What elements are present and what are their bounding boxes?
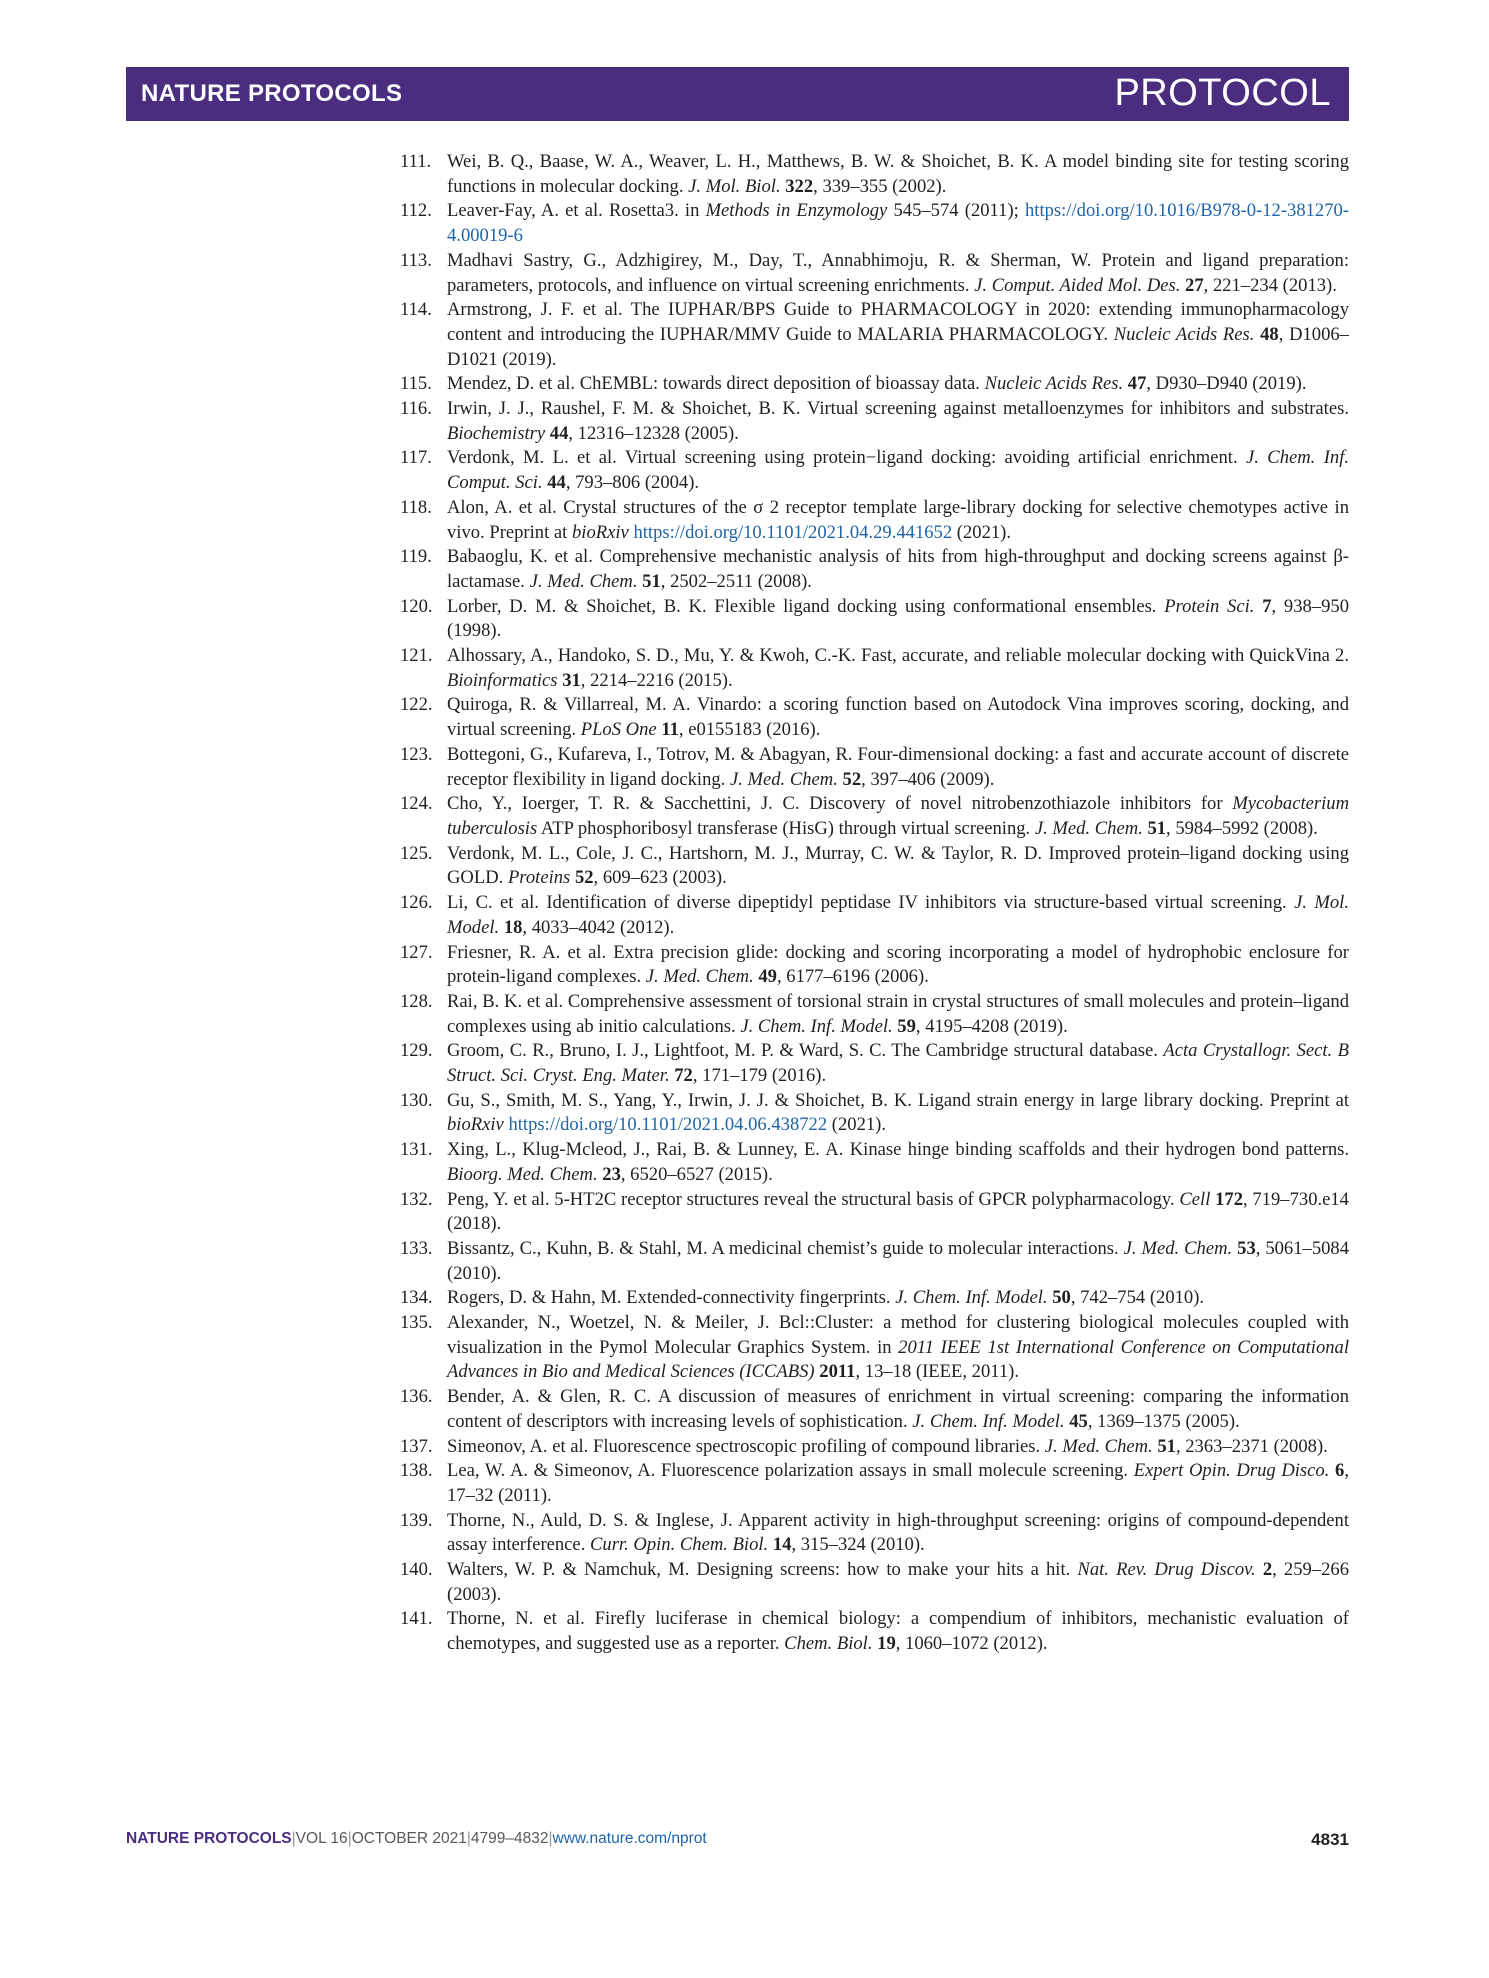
reference-segment: Xing, L., Klug-Mcleod, J., Rai, B. & Lunney, E. A. Kinase hinge binding scaffolds and their hydrogen bond patterns. <box>447 1139 1349 1161</box>
reference-text <box>447 1510 1349 1556</box>
reference-volume: 27 <box>1185 274 1204 296</box>
reference-text <box>447 151 1349 197</box>
reference-volume: 18 <box>503 916 523 938</box>
reference-segment: Lea, W. A. & Simeonov, A. Fluorescence polarization assays in small molecule screening. <box>447 1460 1134 1482</box>
reference-item <box>400 1237 1349 1286</box>
reference-volume: 49 <box>758 966 777 988</box>
reference-number: 137. <box>400 1435 433 1457</box>
reference-volume: 72 <box>674 1065 693 1087</box>
reference-journal-or-title: J. Chem. Inf. Model. <box>912 1410 1065 1432</box>
reference-segment: Simeonov, A. et al. Fluorescence spectroscopic profiling of compound libraries. <box>447 1435 1045 1457</box>
reference-item <box>400 743 1349 792</box>
reference-segment: Verdonk, M. L. et al. Virtual screening using protein−ligand docking: avoiding artificial enrichment. <box>447 447 1247 469</box>
reference-segment: , 938–950 (1998). <box>447 595 1349 642</box>
reference-item <box>400 1286 1349 1311</box>
reference-volume: 47 <box>1127 373 1147 395</box>
reference-doi-link[interactable]: https://doi.org/10.1101/2021.04.06.438722 <box>508 1114 828 1136</box>
reference-item <box>400 1138 1349 1187</box>
reference-number: 127. <box>400 941 433 963</box>
reference-volume: 14 <box>772 1534 792 1556</box>
reference-number: 116. <box>400 398 432 420</box>
reference-segment: Rogers, D. & Hahn, M. Extended-connectivity fingerprints. <box>447 1287 896 1309</box>
reference-item <box>400 1459 1349 1508</box>
reference-item <box>400 545 1349 594</box>
reference-item <box>400 595 1349 644</box>
footer-volume: VOL 16 <box>295 1830 348 1847</box>
reference-segment: Li, C. et al. Identification of diverse dipeptidyl peptidase IV inhibitors via structure-based virtual screening. <box>447 892 1295 914</box>
reference-text <box>447 843 1349 889</box>
reference-item <box>400 693 1349 742</box>
reference-segment: Babaoglu, K. et al. Comprehensive mechanistic analysis of hits from high-throughput and docking screens against β-lactamase. <box>447 546 1349 592</box>
reference-text <box>447 1608 1349 1654</box>
reference-journal-or-title: J. Med. Chem. <box>1123 1237 1233 1259</box>
reference-number: 120. <box>400 595 433 617</box>
reference-text <box>447 250 1349 296</box>
reference-volume: 23 <box>602 1163 621 1185</box>
reference-item <box>400 249 1349 298</box>
reference-text <box>447 1139 1349 1185</box>
reference-volume: 2011 <box>819 1361 856 1383</box>
footer-page-range: 4799–4832 <box>470 1830 549 1847</box>
reference-text <box>447 744 1349 790</box>
reference-number: 121. <box>400 645 433 667</box>
reference-doi-link[interactable]: https://doi.org/10.1101/2021.04.29.441652 <box>633 521 953 543</box>
reference-text <box>447 793 1349 839</box>
reference-segment: Irwin, J. J., Raushel, F. M. & Shoichet, B. K. Virtual screening against metalloenzymes for inhibitors and substrates. <box>447 398 1349 420</box>
reference-journal-or-title: Protein Sci. <box>1164 595 1255 617</box>
reference-text <box>447 546 1349 592</box>
reference-journal-or-title: J. Mol. Biol. <box>688 175 781 197</box>
footer-citation <box>126 1830 707 1848</box>
reference-number: 126. <box>400 892 433 914</box>
footer-separator: | <box>291 1830 296 1847</box>
reference-volume: 172 <box>1215 1188 1244 1210</box>
reference-text <box>447 1312 1349 1382</box>
reference-journal-or-title: J. Med. Chem. <box>529 570 638 592</box>
reference-number: 135. <box>400 1312 433 1334</box>
reference-segment: Walters, W. P. & Namchuk, M. Designing screens: how to make your hits a hit. <box>447 1559 1078 1581</box>
reference-number: 141. <box>400 1608 433 1630</box>
reference-journal-or-title: J. Chem. Inf. Model. <box>895 1287 1048 1309</box>
reference-journal-or-title: J. Med. Chem. <box>645 966 754 988</box>
reference-volume: 51 <box>642 570 661 592</box>
reference-journal-or-title: Methods in Enzymology <box>705 200 888 222</box>
reference-segment <box>1256 1559 1263 1580</box>
reference-segment: , 4195–4208 (2019). <box>915 1015 1068 1037</box>
reference-segment: , D1006–D1021 (2019). <box>447 323 1349 370</box>
reference-text <box>447 299 1349 369</box>
reference-text <box>447 1238 1349 1284</box>
reference-text <box>447 1287 1204 1308</box>
reference-number: 130. <box>400 1089 433 1111</box>
reference-volume: 11 <box>661 719 679 741</box>
reference-segment: Quiroga, R. & Villarreal, M. A. Vinardo: a scoring function based on Autodock Vina improves scoring, docking, and virtual screening. <box>447 694 1349 741</box>
reference-item <box>400 990 1349 1039</box>
reference-doi-link[interactable]: https://doi.org/10.1016/B978-0-12-381270-4.00019-6 <box>447 200 1349 247</box>
reference-volume: 53 <box>1237 1237 1256 1259</box>
reference-number: 134. <box>400 1287 433 1309</box>
reference-segment: Groom, C. R., Bruno, I. J., Lightfoot, M. P. & Ward, S. C. The Cambridge structural database. <box>447 1040 1164 1062</box>
reference-segment: , 221–234 (2013). <box>1203 274 1337 296</box>
reference-segment: , 742–754 (2010). <box>1070 1287 1205 1309</box>
reference-item <box>400 941 1349 990</box>
reference-list <box>400 150 1349 1657</box>
reference-segment: , 5061–5084 (2010). <box>447 1237 1350 1284</box>
reference-segment: ATP phosphoribosyl transferase (HisG) through virtual screening. <box>537 817 1035 839</box>
reference-segment: , 2214–2216 (2015). <box>580 669 733 691</box>
reference-journal-or-title: J. Med. Chem. <box>1044 1435 1153 1457</box>
reference-segment: Thorne, N., Auld, D. S. & Inglese, J. Apparent activity in high-throughput screening: origins of compound-dependent assay interference. <box>447 1509 1349 1556</box>
reference-volume: 44 <box>547 472 566 494</box>
reference-number: 125. <box>400 842 433 864</box>
article-type-label: PROTOCOL <box>1114 72 1331 114</box>
reference-text <box>447 942 1349 988</box>
reference-item <box>400 891 1349 940</box>
reference-item <box>400 1311 1349 1385</box>
reference-segment: Alhossary, A., Handoko, S. D., Mu, Y. & Kwoh, C.-K. Fast, accurate, and reliable molecular docking with QuickVina 2. <box>447 645 1349 667</box>
reference-segment: Mendez, D. et al. ChEMBL: towards direct deposition of bioassay data. <box>447 373 985 395</box>
reference-journal-or-title: Chem. Biol. <box>784 1633 873 1655</box>
reference-text <box>447 645 1349 691</box>
reference-number: 123. <box>400 743 433 765</box>
reference-segment: Bottegoni, G., Kufareva, I., Totrov, M. & Abagyan, R. Four-dimensional docking: a fast and accurate account of discrete receptor flexibility in ligand docking. <box>447 743 1349 790</box>
reference-journal-or-title: J. Chem. Inf. Model. <box>740 1015 893 1037</box>
reference-number: 117. <box>400 447 432 469</box>
reference-number: 128. <box>400 990 433 1012</box>
reference-segment: Alon, A. et al. Crystal structures of the σ 2 receptor template large-library docking for selective chemotypes active in vivo. Preprint at <box>447 496 1349 543</box>
reference-text <box>447 1090 1349 1136</box>
reference-item <box>400 1607 1349 1656</box>
reference-journal-or-title: 2011 IEEE 1st International Conference on Computational Advances in Bio and Medical Sciences (ICCABS) <box>447 1336 1350 1383</box>
reference-segment: , 1369–1375 (2005). <box>1087 1410 1240 1432</box>
reference-volume: 51 <box>1147 817 1167 839</box>
reference-volume: 19 <box>877 1633 896 1655</box>
reference-segment: Wei, B. Q., Baase, W. A., Weaver, L. H., Matthews, B. W. & Shoichet, B. K. A model binding site for testing scoring functions in molecular docking. <box>447 151 1349 197</box>
reference-journal-or-title: Nat. Rev. Drug Discov. <box>1077 1559 1256 1581</box>
reference-volume: 51 <box>1157 1435 1176 1457</box>
reference-volume: 52 <box>842 768 862 790</box>
reference-number: 112. <box>400 200 432 222</box>
reference-segment: (2021). <box>827 1114 887 1136</box>
reference-journal-or-title: PLoS One <box>580 719 657 741</box>
reference-item <box>400 1558 1349 1607</box>
reference-text <box>447 1386 1349 1432</box>
reference-segment: , 2502–2511 (2008). <box>660 570 812 592</box>
reference-number: 115. <box>400 373 432 395</box>
reference-text <box>447 1189 1349 1235</box>
reference-volume: 45 <box>1069 1410 1088 1432</box>
reference-text <box>447 497 1349 543</box>
reference-segment: Peng, Y. et al. 5-HT2C receptor structures reveal the structural basis of GPCR polypharmacology. <box>447 1188 1180 1210</box>
reference-journal-or-title: Expert Opin. Drug Disco. <box>1133 1460 1330 1482</box>
reference-text <box>447 892 1349 938</box>
reference-item <box>400 199 1349 248</box>
reference-segment: , 1060–1072 (2012). <box>895 1633 1048 1655</box>
reference-text <box>447 1436 1328 1457</box>
reference-number: 132. <box>400 1188 433 1210</box>
reference-number: 140. <box>400 1559 433 1581</box>
reference-number: 139. <box>400 1509 433 1531</box>
reference-volume: 50 <box>1052 1287 1071 1309</box>
reference-segment: , e0155183 (2016). <box>678 719 821 741</box>
reference-item <box>400 1435 1349 1460</box>
reference-volume: 44 <box>549 422 569 444</box>
reference-text <box>447 694 1349 740</box>
journal-header-bar <box>126 67 1349 121</box>
reference-segment: Cho, Y., Ioerger, T. R. & Sacchettini, J. C. Discovery of novel nitrobenzothiazole inhibitors for <box>447 793 1233 815</box>
reference-text <box>447 373 1306 394</box>
reference-journal-or-title: J. Mol. Model. <box>447 892 1349 938</box>
footer-separator: | <box>347 1830 352 1847</box>
reference-journal-or-title: Curr. Opin. Chem. Biol. <box>590 1534 769 1556</box>
reference-segment: , 6520–6527 (2015). <box>620 1163 773 1185</box>
reference-segment: Verdonk, M. L., Cole, J. C., Hartshorn, M. J., Murray, C. W. & Taylor, R. D. Improved protein–ligand docking using GOLD. <box>447 842 1349 889</box>
reference-journal-or-title: Nucleic Acids Res. <box>984 373 1124 395</box>
reference-segment: (2021). <box>952 521 1012 543</box>
reference-item <box>400 150 1349 199</box>
footer-journal-name: NATURE PROTOCOLS <box>126 1830 292 1847</box>
reference-segment: , 719–730.e14 (2018). <box>447 1188 1349 1235</box>
reference-journal-or-title: Biochemistry <box>447 422 546 444</box>
reference-item <box>400 1509 1349 1558</box>
reference-segment: , 12316–12328 (2005). <box>568 422 739 444</box>
reference-journal-or-title: Proteins <box>507 867 571 889</box>
reference-item <box>400 1188 1349 1237</box>
reference-item <box>400 496 1349 545</box>
reference-item <box>400 1089 1349 1138</box>
reference-segment: , 6177–6196 (2006). <box>776 966 929 988</box>
reference-segment: , 793–806 (2004). <box>565 472 700 494</box>
reference-text <box>447 200 1349 246</box>
reference-item <box>400 1039 1349 1088</box>
reference-segment: , 315–324 (2010). <box>791 1534 925 1556</box>
reference-segment: Friesner, R. A. et al. Extra precision glide: docking and scoring incorporating a model of hydrophobic enclosure for protein-ligand complexes. <box>447 941 1349 988</box>
footer-date: OCTOBER 2021 <box>351 1830 467 1847</box>
reference-text <box>447 991 1349 1037</box>
reference-journal-or-title: Mycobacterium tuberculosis <box>447 793 1349 839</box>
reference-segment: Lorber, D. M. & Shoichet, B. K. Flexible ligand docking using conformational ensembles. <box>447 595 1165 617</box>
reference-text <box>447 1040 1349 1086</box>
reference-number: 113. <box>400 249 432 271</box>
reference-item <box>400 372 1349 397</box>
reference-volume: 322 <box>785 175 814 197</box>
reference-segment: , 17–32 (2011). <box>447 1460 1349 1506</box>
reference-number: 119. <box>400 546 432 568</box>
reference-item <box>400 446 1349 495</box>
journal-name: NATURE PROTOCOLS <box>141 80 403 107</box>
reference-segment: Leaver-Fay, A. et al. Rosetta3. in <box>447 200 706 222</box>
page-number: 4831 <box>1311 1830 1349 1849</box>
reference-segment: , 397–406 (2009). <box>861 768 995 790</box>
reference-number: 118. <box>400 496 432 518</box>
reference-journal-or-title: J. Med. Chem. <box>729 768 838 790</box>
reference-segment: , 2363–2371 (2008). <box>1175 1435 1328 1457</box>
reference-number: 138. <box>400 1460 433 1482</box>
reference-segment: , 13–18 (IEEE, 2011). <box>855 1361 1019 1383</box>
reference-volume: 2 <box>1262 1559 1273 1581</box>
reference-item <box>400 1385 1349 1434</box>
reference-number: 124. <box>400 793 433 815</box>
reference-journal-or-title: Nucleic Acids Res. <box>1113 323 1255 345</box>
reference-segment: , 4033–4042 (2012). <box>522 916 675 938</box>
reference-segment: , 171–179 (2016). <box>692 1065 827 1087</box>
reference-journal-or-title: Cell <box>1179 1188 1211 1210</box>
reference-segment: Bender, A. & Glen, R. C. A discussion of measures of enrichment in virtual screening: comparing the information content of descriptors with increasing levels of sophistication. <box>447 1386 1349 1432</box>
reference-segment: , D930–D940 (2019). <box>1146 373 1307 395</box>
reference-segment: , 5984–5992 (2008). <box>1166 817 1318 839</box>
reference-segment: , 609–623 (2003). <box>593 867 727 889</box>
reference-number: 131. <box>400 1139 433 1161</box>
reference-text <box>447 596 1349 642</box>
reference-segment: , 259–266 (2003). <box>447 1559 1349 1605</box>
reference-journal-or-title: J. Chem. Inf. Comput. Sci. <box>447 447 1350 494</box>
reference-item <box>400 397 1349 446</box>
reference-segment: , 339–355 (2002). <box>813 175 947 197</box>
reference-number: 136. <box>400 1386 433 1408</box>
reference-journal-or-title: Bioorg. Med. Chem. <box>447 1163 598 1185</box>
reference-segment: Madhavi Sastry, G., Adzhigirey, M., Day, T., Annabhimoju, R. & Sherman, W. Protein and ligand preparation: parameters, protocols, and influence on virtual screening enrichments. <box>447 249 1349 296</box>
reference-number: 133. <box>400 1237 433 1259</box>
reference-segment: Rai, B. K. et al. Comprehensive assessment of torsional strain in crystal structures of small molecules and protein–ligand complexes using ab initio calculations. <box>447 990 1349 1037</box>
reference-volume: 7 <box>1262 595 1272 617</box>
reference-segment: 545–574 (2011); <box>887 200 1025 222</box>
reference-item <box>400 644 1349 693</box>
reference-number: 129. <box>400 1040 433 1062</box>
reference-segment: Gu, S., Smith, M. S., Yang, Y., Irwin, J. J. & Shoichet, B. K. Ligand strain energy in large library docking. Preprint at <box>447 1089 1349 1111</box>
reference-item <box>400 298 1349 372</box>
reference-segment: Bissantz, C., Kuhn, B. & Stahl, M. A medicinal chemist’s guide to molecular interactions. <box>447 1237 1124 1259</box>
reference-journal-or-title: J. Med. Chem. <box>1034 817 1143 839</box>
reference-journal-or-title: bioRxiv <box>447 1114 504 1136</box>
footer-separator: | <box>548 1830 553 1847</box>
reference-number: 122. <box>400 694 433 716</box>
reference-journal-or-title: J. Comput. Aided Mol. Des. <box>974 274 1181 296</box>
reference-journal-or-title: Acta Crystallogr. Sect. B Struct. Sci. Cryst. Eng. Mater. <box>447 1040 1349 1087</box>
reference-text <box>447 398 1349 444</box>
reference-text <box>447 1460 1349 1506</box>
footer-journal-link[interactable]: www.nature.com/nprot <box>552 1830 707 1847</box>
reference-journal-or-title: Bioinformatics <box>447 669 558 691</box>
reference-segment: Armstrong, J. F. et al. The IUPHAR/BPS Guide to PHARMACOLOGY in 2020: extending immunopharmacology content and introducing the IUPHAR/MMV Guide to MALARIA PHARMACOLOGY. <box>447 299 1349 345</box>
reference-text <box>447 447 1349 493</box>
reference-text <box>447 1559 1349 1605</box>
reference-volume: 52 <box>574 867 594 889</box>
reference-item <box>400 842 1349 891</box>
reference-volume: 6 <box>1335 1460 1345 1482</box>
reference-journal-or-title: bioRxiv <box>571 521 629 543</box>
reference-volume: 59 <box>897 1015 916 1037</box>
reference-volume: 31 <box>562 669 581 691</box>
reference-segment: Thorne, N. et al. Firefly luciferase in chemical biology: a compendium of inhibitors, mechanistic evaluation of chemotypes, and suggested use as a reporter. <box>447 1608 1349 1655</box>
reference-item <box>400 792 1349 841</box>
reference-number: 111. <box>400 151 432 172</box>
footer-separator: | <box>466 1830 471 1847</box>
reference-volume: 48 <box>1260 323 1279 345</box>
reference-number: 114. <box>400 299 432 321</box>
reference-segment: Alexander, N., Woetzel, N. & Meiler, J. Bcl::Cluster: a method for clustering biological molecules coupled with visualization in the Pymol Molecular Graphics System. in <box>447 1312 1349 1358</box>
page-footer <box>126 1830 1349 1854</box>
